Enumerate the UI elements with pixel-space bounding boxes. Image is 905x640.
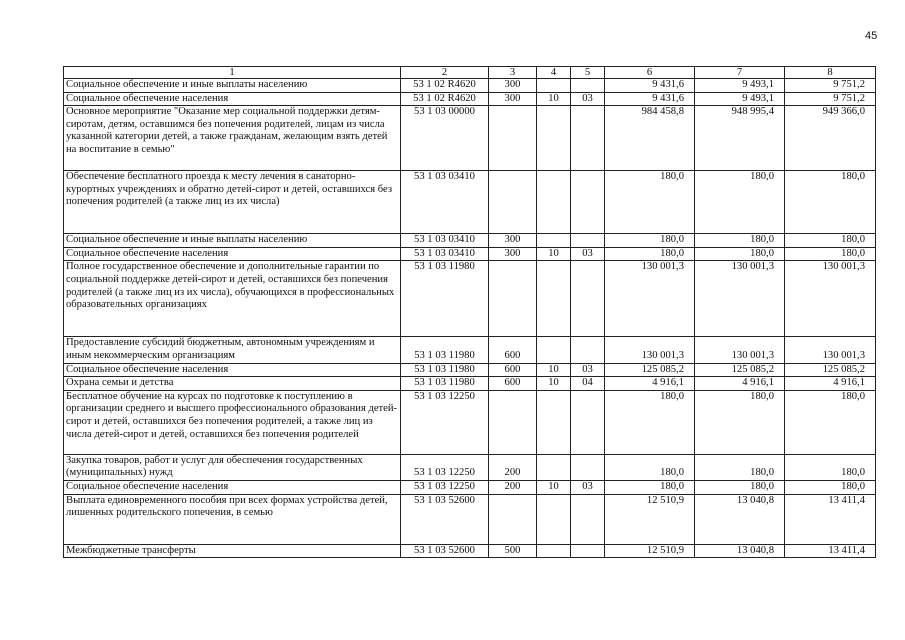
row-section <box>537 261 571 337</box>
row-code: 53 1 03 12250 <box>401 480 489 494</box>
row-subsection: 04 <box>571 377 605 391</box>
header-cell: 7 <box>695 67 785 79</box>
row-expense-type: 200 <box>489 480 537 494</box>
row-subsection <box>571 544 605 558</box>
row-value-6: 180,0 <box>605 171 695 234</box>
row-code: 53 1 03 00000 <box>401 106 489 171</box>
row-value-6: 180,0 <box>605 247 695 261</box>
row-value-8: 9 751,2 <box>785 92 876 106</box>
row-expense-type: 300 <box>489 247 537 261</box>
row-expense-type <box>489 106 537 171</box>
row-value-7: 130 001,3 <box>695 337 785 363</box>
row-value-7: 13 040,8 <box>695 544 785 558</box>
row-subsection: 03 <box>571 363 605 377</box>
row-code: 53 1 03 03410 <box>401 247 489 261</box>
row-section <box>537 390 571 454</box>
row-value-6: 180,0 <box>605 390 695 454</box>
table-row <box>64 92 876 106</box>
row-value-7: 9 493,1 <box>695 92 785 106</box>
table-row <box>64 261 876 337</box>
row-name: Бесплатное обучение на курсах по подготовке к поступлению в организации среднего и высшего профессионального образования детей-сирот и детей, оставшихся без попечения родителей, а также лиц из числа детей-сирот и детей, оставшихся без попечения родителей <box>64 390 401 454</box>
row-code: 53 1 03 03410 <box>401 234 489 248</box>
table-row <box>64 480 876 494</box>
row-expense-type: 300 <box>489 234 537 248</box>
row-value-7: 13 040,8 <box>695 494 785 544</box>
row-code: 53 1 03 12250 <box>401 454 489 480</box>
row-section <box>537 79 571 93</box>
table-row <box>64 337 876 363</box>
row-name: Социальное обеспечение населения <box>64 247 401 261</box>
row-value-7: 180,0 <box>695 480 785 494</box>
row-value-8: 180,0 <box>785 390 876 454</box>
row-code: 53 1 02 R4620 <box>401 79 489 93</box>
row-expense-type: 600 <box>489 363 537 377</box>
row-section: 10 <box>537 247 571 261</box>
row-subsection: 03 <box>571 92 605 106</box>
row-value-7: 948 995,4 <box>695 106 785 171</box>
table-row <box>64 544 876 558</box>
row-code: 53 1 02 R4620 <box>401 92 489 106</box>
row-code: 53 1 03 11980 <box>401 261 489 337</box>
row-value-6: 125 085,2 <box>605 363 695 377</box>
table-row <box>64 494 876 544</box>
row-section: 10 <box>537 377 571 391</box>
row-value-8: 125 085,2 <box>785 363 876 377</box>
row-value-8: 180,0 <box>785 480 876 494</box>
row-value-6: 130 001,3 <box>605 337 695 363</box>
header-cell: 8 <box>785 67 876 79</box>
row-expense-type <box>489 494 537 544</box>
header-cell: 2 <box>401 67 489 79</box>
row-code: 53 1 03 03410 <box>401 171 489 234</box>
row-value-8: 130 001,3 <box>785 261 876 337</box>
row-value-8: 4 916,1 <box>785 377 876 391</box>
row-section <box>537 234 571 248</box>
row-code: 53 1 03 11980 <box>401 363 489 377</box>
table-row <box>64 106 876 171</box>
row-subsection: 03 <box>571 480 605 494</box>
row-value-6: 984 458,8 <box>605 106 695 171</box>
row-expense-type: 300 <box>489 92 537 106</box>
row-subsection <box>571 337 605 363</box>
row-name: Межбюджетные трансферты <box>64 544 401 558</box>
row-code: 53 1 03 12250 <box>401 390 489 454</box>
row-name: Обеспечение бесплатного проезда к месту лечения в санаторно-курортных учреждениях и обратно детей-сирот и детей, оставшихся без попечения родителей (а также лиц из их числа) <box>64 171 401 234</box>
row-subsection: 03 <box>571 247 605 261</box>
row-name: Социальное обеспечение и иные выплаты населению <box>64 234 401 248</box>
table-row <box>64 390 876 454</box>
row-value-8: 180,0 <box>785 171 876 234</box>
row-value-6: 130 001,3 <box>605 261 695 337</box>
row-subsection <box>571 171 605 234</box>
row-value-6: 12 510,9 <box>605 544 695 558</box>
row-value-6: 4 916,1 <box>605 377 695 391</box>
row-subsection <box>571 390 605 454</box>
table-row <box>64 171 876 234</box>
row-value-8: 949 366,0 <box>785 106 876 171</box>
row-value-7: 180,0 <box>695 234 785 248</box>
row-expense-type <box>489 171 537 234</box>
row-section <box>537 106 571 171</box>
header-cell: 1 <box>64 67 401 79</box>
row-section <box>537 544 571 558</box>
row-section <box>537 494 571 544</box>
row-value-6: 180,0 <box>605 480 695 494</box>
table-row <box>64 454 876 480</box>
row-subsection <box>571 261 605 337</box>
row-code: 53 1 03 52600 <box>401 494 489 544</box>
row-value-7: 180,0 <box>695 171 785 234</box>
row-subsection <box>571 106 605 171</box>
row-value-7: 180,0 <box>695 390 785 454</box>
row-section: 10 <box>537 92 571 106</box>
row-expense-type: 200 <box>489 454 537 480</box>
row-expense-type: 600 <box>489 377 537 391</box>
row-name: Социальное обеспечение и иные выплаты населению <box>64 79 401 93</box>
row-value-6: 9 431,6 <box>605 79 695 93</box>
row-name: Выплата единовременного пособия при всех формах устройства детей, лишенных родительского попечения, в семью <box>64 494 401 544</box>
row-section <box>537 171 571 234</box>
row-section <box>537 337 571 363</box>
header-cell: 3 <box>489 67 537 79</box>
row-subsection <box>571 494 605 544</box>
row-name: Полное государственное обеспечение и дополнительные гарантии по социальной поддержке детей-сирот и детей, оставшихся без попечения родителей (а также лиц из их числа), обучающихся в профессиональных образовательных организациях <box>64 261 401 337</box>
row-section: 10 <box>537 363 571 377</box>
row-value-6: 180,0 <box>605 454 695 480</box>
page-number: 45 <box>865 30 878 42</box>
row-name: Охрана семьи и детства <box>64 377 401 391</box>
row-expense-type <box>489 261 537 337</box>
row-value-6: 12 510,9 <box>605 494 695 544</box>
row-value-6: 9 431,6 <box>605 92 695 106</box>
table-row <box>64 79 876 93</box>
row-value-7: 125 085,2 <box>695 363 785 377</box>
row-name: Социальное обеспечение населения <box>64 363 401 377</box>
row-value-8: 180,0 <box>785 234 876 248</box>
header-cell: 5 <box>571 67 605 79</box>
row-expense-type <box>489 390 537 454</box>
row-name: Основное мероприятие "Оказание мер социальной поддержки детям-сиротам, детям, оставшимся без попечения родителей, лицам из числа указанной категории детей, а также гражданам, желающим взять детей на воспитание в семью" <box>64 106 401 171</box>
row-name: Социальное обеспечение населения <box>64 92 401 106</box>
row-value-7: 180,0 <box>695 247 785 261</box>
row-name: Закупка товаров, работ и услуг для обеспечения государственных (муниципальных) нужд <box>64 454 401 480</box>
table-row <box>64 247 876 261</box>
row-code: 53 1 03 11980 <box>401 377 489 391</box>
row-name: Социальное обеспечение населения <box>64 480 401 494</box>
row-value-8: 180,0 <box>785 247 876 261</box>
row-value-8: 13 411,4 <box>785 494 876 544</box>
row-section <box>537 454 571 480</box>
header-cell: 4 <box>537 67 571 79</box>
row-value-7: 130 001,3 <box>695 261 785 337</box>
row-value-7: 180,0 <box>695 454 785 480</box>
row-value-8: 130 001,3 <box>785 337 876 363</box>
budget-table <box>63 66 876 558</box>
row-section: 10 <box>537 480 571 494</box>
table-row <box>64 363 876 377</box>
row-value-7: 9 493,1 <box>695 79 785 93</box>
row-expense-type: 500 <box>489 544 537 558</box>
row-subsection <box>571 234 605 248</box>
row-name: Предоставление субсидий бюджетным, автономным учреждениям и иным некоммерческим организациям <box>64 337 401 363</box>
row-value-8: 180,0 <box>785 454 876 480</box>
row-value-8: 13 411,4 <box>785 544 876 558</box>
row-value-8: 9 751,2 <box>785 79 876 93</box>
row-value-6: 180,0 <box>605 234 695 248</box>
table-row <box>64 234 876 248</box>
row-subsection <box>571 454 605 480</box>
header-cell: 6 <box>605 67 695 79</box>
table-header-row <box>64 67 876 79</box>
table-row <box>64 377 876 391</box>
row-value-7: 4 916,1 <box>695 377 785 391</box>
row-code: 53 1 03 11980 <box>401 337 489 363</box>
row-code: 53 1 03 52600 <box>401 544 489 558</box>
row-expense-type: 300 <box>489 79 537 93</box>
row-expense-type: 600 <box>489 337 537 363</box>
row-subsection <box>571 79 605 93</box>
